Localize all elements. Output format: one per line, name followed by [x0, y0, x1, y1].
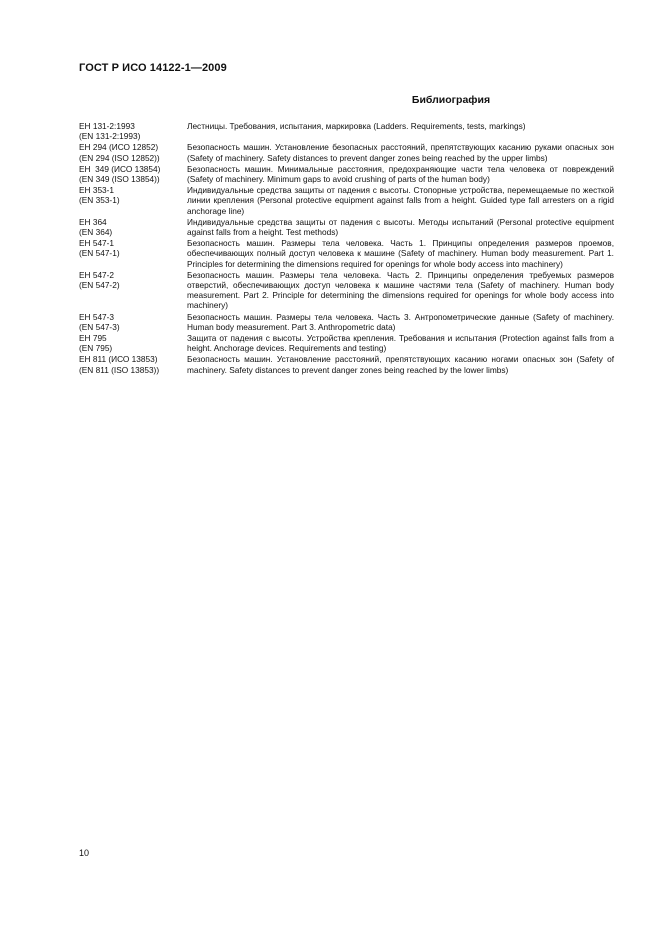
- entry-description: Безопасность машин. Размеры тела человека. Часть 1. Принципы определения размеров проемов, обеспечивающих полный доступ человека к машине (Safety of machinery. Human body measurement. Part 1. Principles for determining the dimensions required for openings for whole body access into machinery): [187, 238, 614, 269]
- bibliography-entry: [79, 312, 614, 332]
- entry-reference-en: (EN 547-3): [79, 321, 120, 332]
- bibliography-entry: [79, 333, 614, 353]
- entry-reference-ru: ЕН 349 (ИСО 13854): [79, 163, 161, 174]
- entry-reference-en: (EN 349 (ISO 13854)): [79, 174, 160, 185]
- entry-reference-en: (EN 795): [79, 343, 113, 354]
- bibliography-entry: [79, 238, 614, 269]
- entry-reference-en: (EN 294 (ISO 12852)): [79, 152, 160, 163]
- entry-description: Безопасность машин. Установление безопасных расстояний, препятствующих касанию руками опасных зон (Safety of machinery. Safety distances to prevent danger zones being reached by the upper limbs): [187, 142, 614, 163]
- entry-reference: [79, 142, 187, 162]
- bibliography-entry: [79, 354, 614, 374]
- entry-description: Безопасность машин. Установление расстояний, препятствующих касанию ногами опасных зон (Safety of machinery. Safety distances to prevent danger zones being reached by the lower limbs): [187, 354, 614, 375]
- entry-reference-ru: ЕН 547-2: [79, 269, 115, 280]
- entry-reference-en: (EN 131-2:1993): [79, 131, 141, 142]
- entry-description: Защита от падения с высоты. Устройства крепления. Требования и испытания (Protection against falls from a height. Anchorage devices. Requirements and testing): [187, 333, 614, 354]
- entry-reference-ru: ЕН 364: [79, 216, 107, 227]
- bibliography-entry: [79, 142, 614, 162]
- entry-reference: [79, 121, 187, 141]
- entry-reference-ru: ЕН 547-3: [79, 311, 115, 322]
- entry-reference-ru: ЕН 294 (ИСО 12852): [79, 142, 159, 153]
- entry-reference-en: (EN 547-1): [79, 248, 120, 259]
- entry-reference-ru: ЕН 131-2:1993: [79, 121, 135, 131]
- entry-description: Индивидуальные средства защиты от падения с высоты. Стопорные устройства, перемещаемые по жесткой линии крепления (Personal protective equipment against falls from a height. Guided type fall arresters on a rigid anchorage line): [187, 185, 614, 216]
- entry-reference-en: (EN 353-1): [79, 195, 120, 206]
- bibliography-entry: [79, 121, 614, 141]
- document-code-header: ГОСТ Р ИСО 14122-1—2009: [79, 62, 227, 74]
- entry-reference: [79, 164, 187, 184]
- entry-reference-ru: ЕН 353-1: [79, 185, 115, 196]
- entry-description: Безопасность машин. Размеры тела человека. Часть 3. Антропометрические данные (Safety of machinery. Human body measurement. Part 3. Anthropometric data): [187, 311, 614, 332]
- entry-reference-ru: ЕН 795: [79, 333, 107, 344]
- entry-reference: [79, 354, 187, 374]
- bibliography-entry: [79, 164, 614, 184]
- entry-reference: [79, 270, 187, 311]
- page-number: 10: [79, 848, 90, 858]
- entry-description: Лестницы. Требования, испытания, маркировка (Ladders. Requirements, tests, markings): [187, 121, 526, 131]
- bibliography-entry: [79, 185, 614, 216]
- entry-reference: [79, 333, 187, 353]
- bibliography-title: Библиография: [411, 94, 491, 106]
- entry-reference: [79, 185, 187, 216]
- entry-description: Безопасность машин. Минимальные расстояния, предохраняющие части тела человека от повреждений (Safety of machinery. Minimum gaps to avoid crushing of parts of the human body): [187, 163, 614, 185]
- entry-description: Безопасность машин. Размеры тела человека. Часть 2. Принципы определения требуемых размеров отверстий, обеспечивающих доступ человека к машине частями тела (Safety of machinery. Human body measurement. Part 2. Principle for determining the dimensions required for openings for whole body access into machinery): [187, 269, 614, 311]
- entry-reference-en: (EN 811 (ISO 13853)): [79, 364, 160, 375]
- bibliography-entry: [79, 270, 614, 311]
- entry-reference: [79, 312, 187, 332]
- entry-reference-en: (EN 364): [79, 227, 113, 238]
- entry-reference: [79, 238, 187, 269]
- bibliography-list: [79, 121, 614, 376]
- entry-reference-ru: ЕН 811 (ИСО 13853): [79, 354, 158, 365]
- entry-reference-ru: ЕН 547-1: [79, 238, 115, 249]
- bibliography-entry: [79, 217, 614, 237]
- entry-reference-en: (EN 547-2): [79, 280, 120, 291]
- entry-description: Индивидуальные средства защиты от падения с высоты. Методы испытаний (Personal protective equipment against falls from a height. Test methods): [187, 216, 614, 238]
- entry-reference: [79, 217, 187, 237]
